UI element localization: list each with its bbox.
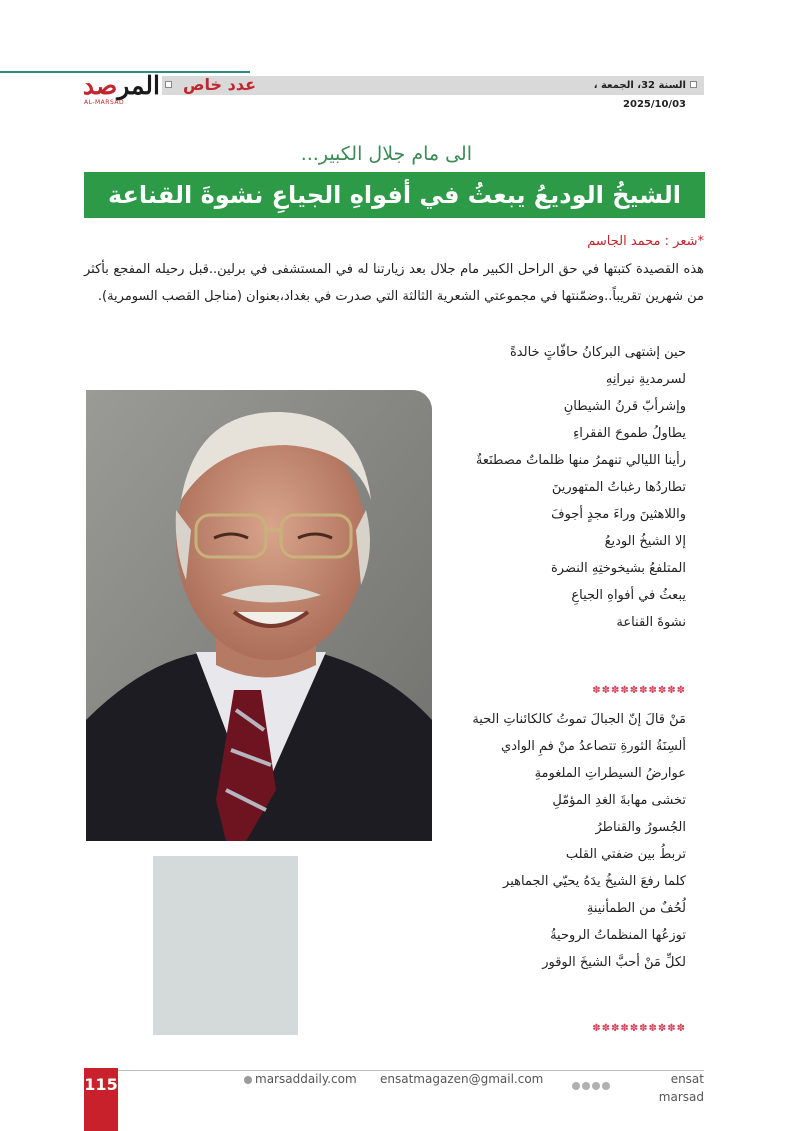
poem-line: كلما رفعَ الشيخُ يدَهُ يحيّي الجماهير (503, 874, 686, 889)
decorative-gray-block (153, 856, 298, 1035)
poem-line: المتلفعُ بشيخوختِهِ النضرة (550, 561, 686, 576)
poem-line: مَنْ قالَ إنّ الجبالَ تموتُ كالكائناتِ الحية (472, 712, 686, 727)
header-square-right-icon (690, 81, 697, 88)
social-icons (572, 1075, 614, 1084)
poem-line: تخشى مهابةَ الغدِ المؤمّلِ (552, 793, 686, 808)
website-text: marsaddaily.com (255, 1072, 357, 1086)
footer-email-link[interactable]: ensatmagazen@gmail.com (380, 1072, 544, 1086)
portrait-photo (86, 390, 432, 841)
poem-stanza-1 (440, 339, 686, 636)
header-square-left-icon (165, 81, 172, 88)
poem-line: حين إشتهى البركانُ حافّاتٍ خالدةً (509, 345, 686, 360)
section-divider: ✽✽✽✽✽✽✽✽✽✽ (592, 685, 686, 696)
logo-subtitle: AL-MARSAD (84, 99, 125, 106)
poem-line: واللاهثينَ وراءَ مجدٍ أجوفَ (551, 507, 686, 522)
article-kicker: الى مام جلال الكبير... (300, 143, 472, 165)
logo-text-red: صد (82, 71, 118, 100)
issue-date: السنة 32، الجمعة ، 2025/10/03 (593, 80, 686, 110)
poem-line: إلا الشيخُ الوديعُ (604, 534, 686, 549)
page-number: 115 (84, 1075, 118, 1094)
poem-line: الجُسورُ والقناطرُ (595, 820, 686, 835)
twitter-icon[interactable] (582, 1082, 590, 1090)
poem-line: يبعثُ في أفواهِ الجياعِ (571, 588, 686, 603)
facebook-icon[interactable] (572, 1082, 580, 1090)
poem-line: تربطُ بين ضفتي القلب (565, 847, 686, 862)
globe-icon (244, 1076, 252, 1084)
issue-label: عدد خاص (182, 75, 256, 94)
instagram-icon[interactable] (592, 1082, 600, 1090)
magazine-logo (82, 72, 160, 106)
poem-line: رأينا الليالي تنهمرُ منها ظلماتٌ مصطنَعةٌ (475, 453, 686, 468)
article-byline: *شعر : محمد الجاسم (587, 234, 704, 249)
poem-line: ألسِنَةُ الثورةِ تتصاعدُ منْ فمِ الوادي (501, 739, 686, 754)
poem-line: عوارضُ السيطراتِ الملغومةِ (534, 766, 686, 781)
poem-line: يطاولُ طموحَ الفقراءِ (573, 426, 686, 441)
footer-social-handle: ensat marsad (658, 1072, 704, 1104)
poem-line: لكلِّ مَنْ أحبَّ الشيخَ الوقور (542, 955, 686, 970)
youtube-icon[interactable] (602, 1082, 610, 1090)
article-title: الشيخُ الوديعُ يبعثُ في أفواهِ الجياعِ نشوةَ القناعة (107, 181, 682, 209)
poem-line: توزعُها المنظماتُ الروحيةُ (550, 928, 686, 943)
poem-line: تطاردُها رغباتُ المتهورينَ (551, 480, 686, 495)
poem-line: لُحُفٌ من الطمأنينةِ (586, 901, 686, 916)
poem-stanza-2 (440, 706, 686, 976)
section-divider: ✽✽✽✽✽✽✽✽✽✽ (592, 1023, 686, 1034)
logo-text-dark: المر (117, 71, 160, 100)
poem-line: لسرمديةِ نيرانِهِ (605, 372, 686, 387)
poem-line: وإشرأبّ قرنُ الشيطانِ (563, 399, 686, 414)
portrait-illustration (86, 390, 432, 841)
poem-line: نشوةَ القناعة (616, 615, 686, 630)
article-intro: هذه القصيدة كتبتها في حق الراحل الكبير مام جلال بعد زيارتنا له في المستشفى في برلين..قبل رحيله المفجع بأكثر من شهرين تقريباً..وضمّنتها في مجموعتي الشعرية الثالثة التي صدرت في بغداد،بعنوان (مناجل القصب السومرية). (84, 262, 704, 304)
footer-website-link[interactable] (244, 1070, 364, 1088)
